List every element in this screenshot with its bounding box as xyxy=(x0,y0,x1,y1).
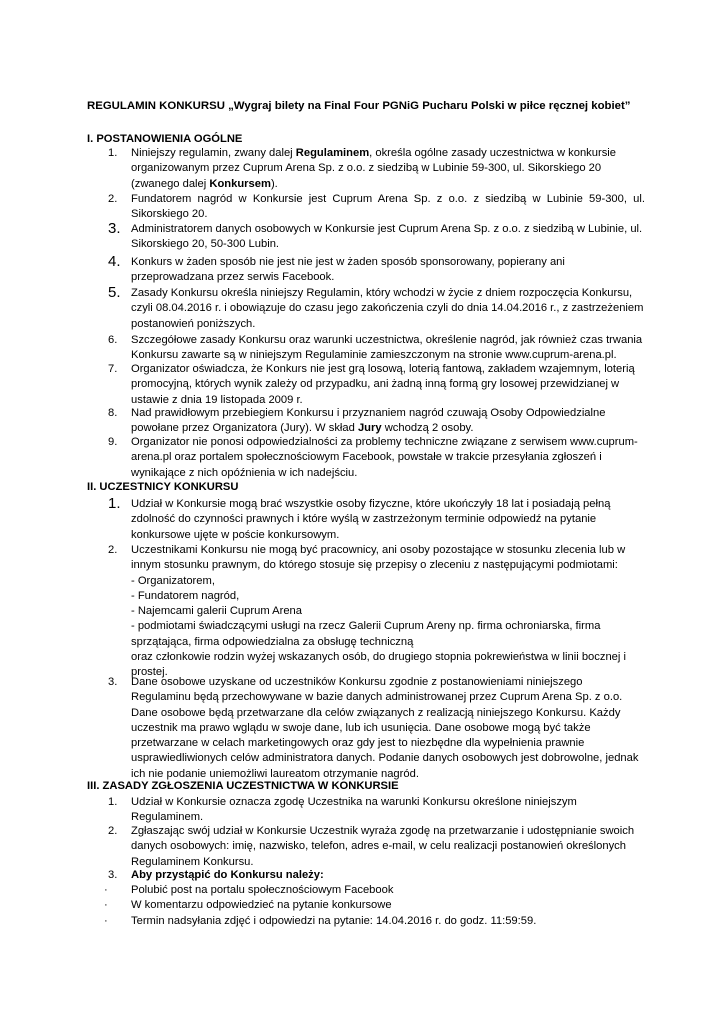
item-number: 2. xyxy=(108,193,118,205)
item-text-part: Uczestnikami Konkursu nie mogą być pracownicy, ani osoby pozostające w stosunku zlecenia lub w innym stosunku prawnym, do którego stosuje się przepisy o zleceniu z następującymi podmiotami: xyxy=(131,544,626,572)
term-konkurs: Konkursem xyxy=(209,177,271,190)
bullet-text: Termin nadsyłania zdjęć i odpowiedzi na pytanie: 14.04.2016 r. do godz. 11:59:59. xyxy=(131,915,537,927)
item-number: 1. xyxy=(108,796,118,808)
bullet-text: W komentarzu odpowiedzieć na pytanie konkursowe xyxy=(131,899,392,911)
item-text: Organizator nie ponosi odpowiedzialności za problemy techniczne związane z serwisem www.cuprum-arena.pl oraz portalem społecznościowym Facebook, powstałe w trakcie przesyłania zgłoszeń i wynikające z nich opóźnienia w ich nadejściu. xyxy=(131,436,638,479)
section-heading-2: II. UCZESTNICY KONKURSU xyxy=(87,481,239,493)
item-text: Zasady Konkursu określa niniejszy Regulamin, który wchodzi w życie z dniem rozpoczęcia Konkursu, czyli 08.04.2016 r. i obowiązuje do czasu jego zakończenia czyli do dnia 14.04.2016 r., z zastrzeżeniem postanowień poniższych. xyxy=(131,287,644,330)
bullet-mark: · xyxy=(104,915,108,927)
item-text-part: wchodzą 2 osoby. xyxy=(381,422,474,435)
excluded-entity: - podmiotami świadczącymi usługi na rzecz Galerii Cuprum Areny np. firma ochroniarska, firma sprzątająca, firma odpowiedzialna za obsługę techniczną xyxy=(131,620,601,648)
item-text: Aby przystąpić do Konkursu należy: xyxy=(131,869,324,881)
item-number: 2. xyxy=(108,825,118,837)
bullet-text: Polubić post na portalu społecznościowym Facebook xyxy=(131,884,394,896)
item-text-part: , określa ogólne zasady uczestnictwa w konkursie organizowanym przez Cuprum Arena Sp. z o.o. z siedzibą w Lubinie 59-300, ul. Sikorskiego 20 (zwanego dalej xyxy=(131,147,617,190)
excluded-entity: - Fundatorem nagród, xyxy=(131,589,240,602)
item-number: 1. xyxy=(108,495,121,512)
term-jury: Jury xyxy=(357,422,382,435)
item-number: 6. xyxy=(108,334,118,346)
item-number: 5. xyxy=(108,284,121,301)
item-text xyxy=(131,543,645,681)
item-text: Fundatorem nagród w Konkursie jest Cuprum Arena Sp. z o.o. z siedzibą w Lubinie 59-300, ul. Sikorskiego 20. xyxy=(131,193,645,221)
section-heading-3: III. ZASADY ZGŁOSZENIA UCZESTNICTWA W KONKURSIE xyxy=(87,780,399,792)
item-text-part: oraz członkowie rodzin wyżej wskazanych osób, do drugiego stopnia pokrewieństwa w linii bocznej i prostej. xyxy=(131,651,626,679)
document-title: REGULAMIN KONKURSU „Wygraj bilety na Final Four PGNiG Pucharu Polski w piłce ręcznej kobiet” xyxy=(87,100,631,112)
item-number: 3. xyxy=(108,220,121,237)
section-heading-1: I. POSTANOWIENIA OGÓLNE xyxy=(87,133,243,145)
item-number: 3. xyxy=(108,869,118,881)
item-number: 1. xyxy=(108,147,118,159)
bullet-mark: · xyxy=(104,884,108,896)
item-text: Administratorem danych osobowych w Konkursie jest Cuprum Arena Sp. z o.o. z siedzibą w Lubinie, ul. Sikorskiego 20, 50-300 Lubin. xyxy=(131,223,643,251)
term-regulamin: Regulaminem xyxy=(295,147,370,159)
bullet-mark: · xyxy=(104,899,108,911)
item-text: Organizator oświadcza, że Konkurs nie jest grą losową, loterią fantową, zakładem wzajemnym, loterią promocyjną, których wynik zależy od przypadku, ani żadną inną formą gry losowej przewidzianej w ustawie z dnia 19 listopada 2009 r. xyxy=(131,363,635,406)
item-text: Udział w Konkursie oznacza zgodę Uczestnika na warunki Konkursu określone niniejszym Regulaminem. xyxy=(131,796,577,824)
item-text: Konkurs w żaden sposób nie jest nie jest w żaden sposób sponsorowany, popierany ani przeprowadzana przez serwis Facebook. xyxy=(131,256,565,284)
item-number: 2. xyxy=(108,544,118,556)
item-number: 8. xyxy=(108,407,118,419)
item-text: Dane osobowe uzyskane od uczestników Konkursu zgodnie z postanowieniami niniejszego Regulaminu będą przechowywane w bazie danych administrowanej przez Cuprum Arena Sp. z o.o. Dane osobowe będą przetwarzane dla celów związanych z realizacją niniejszego Konkursu. Każdy uczestnik ma prawo wglądu w swoje dane, lub ich usunięcia. Dane osobowe mogą być także przetwarzane w celach marketingowych oraz gdy jest to niezbędne dla wypełnienia prawnie usprawiedliwionych celów administratora danych. Podanie danych osobowych jest dobrowolne, jednak ich nie podanie uniemożliwi laureatom otrzymanie nagród. xyxy=(131,676,639,780)
item-number: 3. xyxy=(108,676,118,688)
excluded-entity: - Najemcami galerii Cuprum Arena xyxy=(131,605,302,618)
item-text xyxy=(131,146,645,192)
item-number: 4. xyxy=(108,253,121,270)
item-text-part: ). xyxy=(270,177,278,190)
item-text: Szczegółowe zasady Konkursu oraz warunki uczestnictwa, określenie nagród, jak również czas trwania Konkursu zawarte są w niniejszym Regulaminie zamieszczonym na stronie www.cuprum-arena.pl. xyxy=(131,334,643,362)
excluded-entity: - Organizatorem, xyxy=(131,574,215,587)
item-text-part: Nad prawidłowym przebiegiem Konkursu i przyznaniem nagród czuwają Osoby Odpowiedzialne powołane przez Organizatora (Jury). W skład xyxy=(131,407,606,435)
item-text xyxy=(131,406,645,437)
item-number: 9. xyxy=(108,436,118,448)
item-text: Zgłaszając swój udział w Konkursie Uczestnik wyraża zgodę na przetwarzanie i udostępnianie swoich danych osobowych: imię, nazwisko, telefon, adres e-mail, w celu realizacji postanowień określonych Regulaminem Konkursu. xyxy=(131,825,635,868)
item-text: Udział w Konkursie mogą brać wszystkie osoby fizyczne, które ukończyły 18 lat i posiadają pełną zdolność do czynności prawnych i które wyślą w zastrzeżonym terminie odpowiedź na pytanie konkursowe ujęte w poście konkursowym. xyxy=(131,498,611,541)
item-number: 7. xyxy=(108,363,118,375)
item-text-part: Niniejszy regulamin, zwany dalej xyxy=(131,147,296,159)
